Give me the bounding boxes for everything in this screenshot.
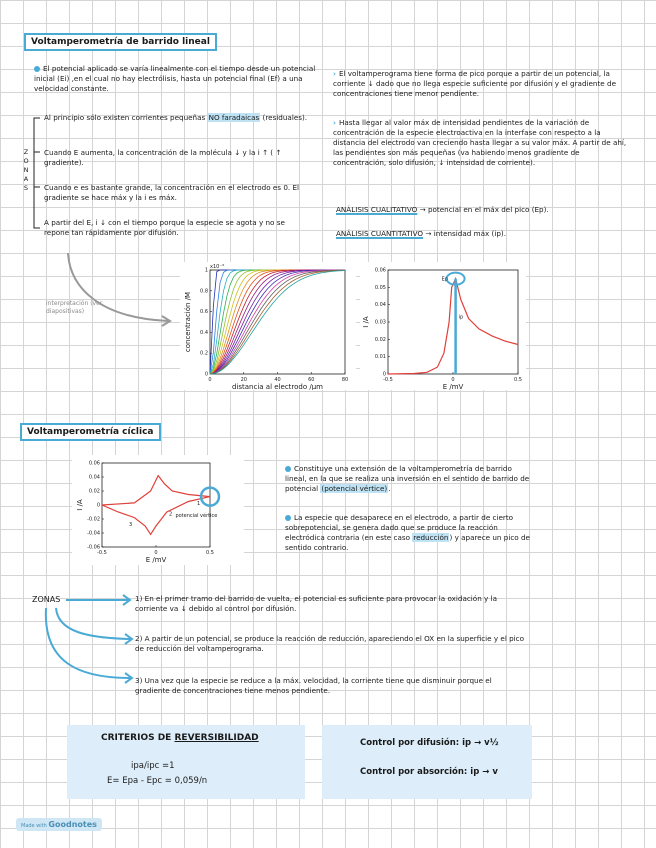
c1-xtick-label: 40 bbox=[274, 377, 281, 383]
c3-xtick-label: 0.5 bbox=[206, 550, 214, 556]
criteria-title: CRITERIOS DE REVERSIBILIDAD bbox=[101, 733, 259, 743]
c2-ytick-label: 0.04 bbox=[374, 302, 386, 309]
c2-ylabel: I /A bbox=[362, 316, 370, 328]
chevron-right-icon: › bbox=[333, 69, 336, 78]
c2-xtick-label: -0.5 bbox=[383, 377, 393, 383]
c1-ylabel: concentración /M bbox=[184, 291, 192, 353]
quantitative-analysis: ANÁLISIS CUANTITATIVO → intensidad máx (ip). bbox=[336, 229, 506, 238]
c1-xlabel: distancia al electrodo /µm bbox=[231, 383, 324, 390]
c1-xtick-label: 20 bbox=[240, 377, 247, 383]
c3-zone-3: 3 bbox=[129, 522, 133, 528]
c3-xlabel: E /mV bbox=[145, 556, 167, 564]
c1-ytick-label: 0 bbox=[204, 371, 208, 378]
c2-ytick-label: 0.01 bbox=[374, 354, 386, 361]
zonas-arrows bbox=[38, 592, 138, 702]
interpretation-note: interpretación (ver diapositivas) bbox=[46, 300, 103, 315]
c2-ytick-label: 0.05 bbox=[374, 284, 386, 291]
interpretation-arrow bbox=[40, 248, 180, 333]
bullet-dot bbox=[34, 66, 40, 72]
c3-xtick-label: 0 bbox=[154, 550, 158, 556]
cv-paragraph-2: La especie que desaparece en el electrodo, a partir de cierto sobrepotencial, se genera dado que se produce la reacción electródica contraria (en este caso reducción) y aparece un pico de sentido contrario. bbox=[285, 513, 530, 552]
cv-chart bbox=[72, 455, 244, 565]
c3-zone-2: 2 bbox=[168, 511, 173, 518]
right-paragraph-2: › Hasta llegar al valor máx de intensidad pendientes de la variación de concentración de la especie electroactiva en la interfase con respecto a la distancia del electrodo van creciendo hasta llegar a su valor máx. A partir de ahí, las pendientes son más pequeñas (va habiendo menos gradiente de concentración, solo difusión, ↓ intensidad de corriente). bbox=[333, 118, 627, 167]
bullet-dot bbox=[285, 466, 291, 472]
bullet-dot bbox=[285, 515, 291, 521]
reversibility-criteria-panel bbox=[67, 725, 305, 799]
zone-step-2: 2) A partir de un potencial, se produce la reacción de reducción, apareciendo el OX en la superficie y el pico de reducción del voltamperograma. bbox=[135, 634, 525, 653]
c1-series-line bbox=[210, 270, 345, 374]
section-title-linear: Voltamperometría de barrido lineal bbox=[24, 33, 217, 51]
zones-vertical-label: Z O N A S bbox=[23, 148, 29, 192]
right-paragraph-1: › El voltamperograma tiene forma de pico porque a partir de un potencial, la corriente ↓ dado que no llega especie suficiente por difusión y el gradiente de concentraciones tiene menor pendiente. bbox=[333, 69, 616, 98]
c1-ytick-label: 1 bbox=[204, 267, 208, 274]
c2-xtick-label: 0.5 bbox=[514, 377, 522, 383]
c3-ytick-label: -0.04 bbox=[87, 530, 100, 537]
zone-2-text: Cuando E aumenta, la concentración de la molécula ↓ y la i ↑ ( ↑ gradiente). bbox=[44, 148, 282, 167]
c2-ytick-label: 0 bbox=[382, 371, 386, 378]
qualitative-analysis: ANÁLISIS CUALITATIVO → potencial en el máx del pico (Ep). bbox=[336, 205, 549, 214]
c3-zone-1: 1 bbox=[197, 501, 201, 507]
c2-ytick-label: 0.03 bbox=[374, 319, 386, 326]
c3-ytick-label: -0.02 bbox=[87, 516, 100, 523]
zone-step-1: 1) En el primer tramo del barrido de vuelta, el potencial es suficiente para provocar la oxidación y la corriente va ↓ debido al control por difusión. bbox=[135, 594, 497, 613]
zone-4-text: A partir del E, i ↓ con el tiempo porque la especie se agota y no se repone tan rápidamente por difusión. bbox=[44, 218, 285, 237]
c2-ep-marker: Ep bbox=[441, 276, 448, 283]
zones-bracket bbox=[28, 112, 42, 232]
cv-paragraph-1: Constituye una extensión de la voltamperometría de barrido lineal, en la que se realiza una inversión en el sentido de barrido de potencial (potencial vértice). bbox=[285, 464, 530, 493]
goodnotes-badge: Made with Goodnotes bbox=[16, 818, 102, 831]
control-panel bbox=[322, 725, 532, 799]
criteria-eq-2: E= Epa - Epc = 0,059/n bbox=[107, 776, 208, 786]
section-title-cyclic: Voltamperometría cíclica bbox=[20, 423, 161, 441]
criteria-eq-1: ipa/ipc =1 bbox=[131, 761, 175, 771]
c1-xtick-label: 60 bbox=[308, 377, 315, 383]
diffusion-control: Control por difusión: ip → v½ bbox=[360, 738, 499, 748]
c1-ytick-label: 0.2 bbox=[200, 350, 208, 357]
zone-step-3: 3) Una vez que la especie se reduce a la máx. velocidad, la corriente tiene que disminuir porque el gradiente de concentraciones tiene menos pendiente. bbox=[135, 676, 492, 695]
zonas-label: ZONAS bbox=[32, 595, 61, 604]
c1-ytick-label: 0.8 bbox=[200, 288, 208, 295]
c3-ytick-label: 0.02 bbox=[88, 488, 100, 495]
c1-exponent: x10⁻³ bbox=[210, 264, 224, 270]
c3-vertex-label: potencial vértice bbox=[175, 512, 218, 519]
c3-ytick-label: 0 bbox=[96, 502, 100, 509]
c1-ytick-label: 0.4 bbox=[200, 329, 208, 336]
c3-ytick-label: -0.06 bbox=[87, 544, 100, 551]
c3-frame bbox=[102, 463, 210, 547]
c3-xtick-label: -0.5 bbox=[97, 550, 107, 556]
c2-series-line bbox=[388, 276, 518, 374]
c3-ylabel: I /A bbox=[76, 499, 84, 511]
c1-xtick-label: 0 bbox=[208, 377, 212, 383]
c2-ytick-label: 0.06 bbox=[374, 267, 386, 274]
zone-1-text: Al principio sólo existen corrientes pequeñas NO faradaicas (residuales). bbox=[44, 113, 308, 122]
concentration-chart bbox=[180, 262, 356, 390]
c1-xtick-label: 80 bbox=[341, 377, 349, 383]
intro-paragraph: El potencial aplicado se varía linealmente con el tiempo desde un potencial inicial (Ei) ,en el cual no hay electrólisis, hasta un potencial final (Ef) a una velocidad constante. bbox=[34, 64, 316, 93]
c2-ip-marker: ip bbox=[458, 314, 464, 321]
c3-ytick-label: 0.06 bbox=[88, 460, 100, 467]
c3-ytick-label: 0.04 bbox=[88, 474, 100, 481]
chevron-right-icon: › bbox=[333, 118, 336, 127]
c2-xtick-label: 0 bbox=[451, 377, 455, 383]
c2-xlabel: E /mV bbox=[442, 383, 464, 390]
zone-3-text: Cuando e es bastante grande, la concentración en el electrodo es 0. El gradiente se hace máx y la i es máx. bbox=[44, 183, 300, 202]
c2-ytick-label: 0.02 bbox=[374, 336, 386, 343]
c1-ytick-label: 0.6 bbox=[200, 309, 208, 316]
absorption-control: Control por absorción: ip → v bbox=[360, 767, 498, 777]
lsv-chart bbox=[360, 262, 526, 390]
